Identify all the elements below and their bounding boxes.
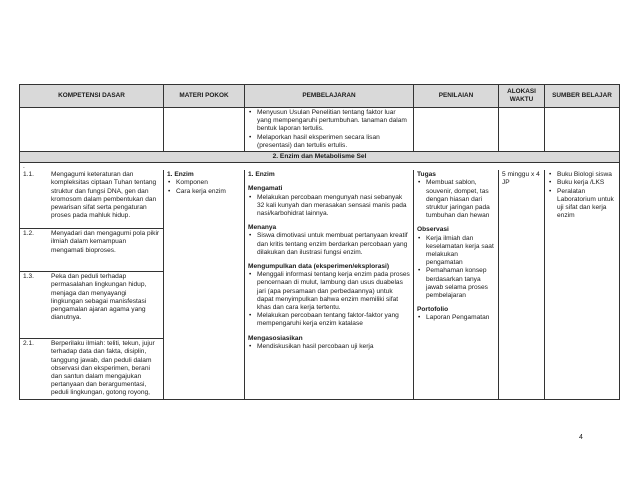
list-item: • Melakukan percobaan tentang faktor-faktor yang mempengaruhi kerja enzim katalase bbox=[248, 312, 410, 328]
materi-title: 1. Enzim bbox=[167, 171, 194, 179]
group-heading: Mengamati bbox=[248, 185, 283, 193]
spacer-row bbox=[20, 163, 620, 171]
group-heading: Mengasosiasikan bbox=[248, 334, 303, 342]
pembelajaran-cell bbox=[245, 170, 414, 399]
list-item: • Menggali informasi tentang kerja enzim pada proses pencernaan di mulut, lambung dan usus duabelas jari (apa persamaan dan perbedaannya) untuk dapat menyimpulkan bahwa enzim memiliki sifat khas dan cara kerja tertentu. bbox=[248, 271, 410, 312]
kd-number: 1.1. bbox=[23, 171, 34, 179]
cell-empty bbox=[499, 108, 545, 152]
cell-empty bbox=[414, 108, 499, 152]
list-item: • Buku kerja /LKS bbox=[548, 179, 616, 187]
list-item: • Melakukan percobaan mengunyah nasi sebanyak 32 kali kunyah dan merasakan sensasi manis pada nasi/karbohidrat lainnya. bbox=[248, 194, 410, 219]
kd-number: 2.1. bbox=[23, 340, 34, 348]
group-heading: Menanya bbox=[248, 224, 277, 232]
list-item: • Mendiskusikan hasil percobaan uji kerja bbox=[248, 343, 410, 351]
pembelajaran-title: 1. Enzim bbox=[248, 171, 275, 179]
group-heading: Mengumpulkan data (eksperimen/eksplorasi) bbox=[248, 263, 390, 271]
sumber-cell bbox=[545, 170, 620, 399]
kd-number: 1.3. bbox=[23, 273, 34, 281]
penilaian-cell bbox=[414, 170, 499, 399]
list-item: • Pemahaman konsep berdasarkan tanya jawab selama proses pembelajaran bbox=[417, 267, 495, 300]
group-heading: Tugas bbox=[417, 171, 436, 179]
header-sumber-belajar: SUMBER BELAJAR bbox=[545, 85, 620, 108]
list-item: • Cara kerja enzim bbox=[167, 188, 241, 196]
kd-text: Berperilaku ilmiah: teliti, tekun, jujur terhadap data dan fakta, disiplin, tanggung jawab, dan peduli dalam observasi dan eksperimen, berani dan santun dalam mengajukan pertanyaan dan berargumentasi, peduli lingkungan, gotong royong, bbox=[51, 340, 155, 397]
section-row bbox=[20, 152, 620, 163]
section-title: 2. Enzim dan Metabolisme Sel bbox=[20, 152, 620, 163]
header-row bbox=[20, 85, 620, 108]
list-item: • Kerja ilmiah dan keselamatan kerja saat melakukan pengamatan bbox=[417, 235, 495, 268]
cell-empty bbox=[164, 108, 245, 152]
list-item: • Menyusun Usulan Penelitian tentang faktor luar yang mempengaruhi pertumbuhan. tanaman dalam bentuk laporan tertulis. bbox=[248, 109, 410, 134]
kd-text: Peka dan peduli terhadap permasalahan lingkungan hidup, menjaga dan menyayangi lingkungan sebagai manisfestasi pengamalan ajaran agama yang dianutnya. bbox=[51, 273, 147, 322]
kd-cell bbox=[20, 229, 164, 272]
kd-number: 1.2. bbox=[23, 230, 34, 238]
cell-empty bbox=[20, 108, 164, 152]
header-alokasi-waktu: ALOKASI WAKTU bbox=[499, 85, 545, 108]
kd-cell bbox=[20, 272, 164, 339]
kd-cell bbox=[20, 339, 164, 399]
list-item: • Siswa dimotivasi untuk membuat pertanyaan kreatif dan kritis tentang enzim berdarkan percobaan yang dilakukan dan ilustrasi fungsi enzim. bbox=[248, 232, 410, 257]
list-item: • Melaporkan hasil eksperimen secara lisan (presentasi) dan tertulis ertulis. bbox=[248, 134, 410, 150]
list-item: • Laporan Pengamatan bbox=[417, 314, 495, 322]
header-materi-pokok: MATERI POKOK bbox=[164, 85, 245, 108]
header-kompetensi-dasar: KOMPETENSI DASAR bbox=[20, 85, 164, 108]
header-penilaian: PENILAIAN bbox=[414, 85, 499, 108]
rpp-table bbox=[19, 84, 620, 400]
group-heading: Portofolio bbox=[417, 306, 449, 314]
continuation-row bbox=[20, 108, 620, 152]
kd-text: Menyadari dan mengagumi pola pikir ilmiah dalam kemampuan mengamati bioproses. bbox=[51, 230, 160, 254]
continuation-cell bbox=[245, 108, 414, 152]
list-item: • Komponen bbox=[167, 179, 241, 187]
list-item: • Peralatan Laboratorium untuk uji sifat dan kerja enzim bbox=[548, 188, 616, 221]
page-number: 4 bbox=[579, 434, 583, 441]
header-pembelajaran: PEMBELAJARAN bbox=[245, 85, 414, 108]
kd-row-1 bbox=[20, 170, 620, 229]
alokasi-cell: 5 minggu x 4 JP bbox=[499, 170, 545, 399]
group-heading: Observasi bbox=[417, 226, 449, 234]
materi-cell bbox=[164, 170, 245, 399]
kd-cell bbox=[20, 170, 164, 229]
kd-text: Mengagumi keteraturan dan kompleksitas ciptaan Tuhan tentang struktur dan fungsi DNA, gen dan kromosom dalam pembentukan dan pewarisan sifat serta pengaturan proses pada mahluk hidup. bbox=[51, 171, 157, 220]
cell-empty bbox=[545, 108, 620, 152]
list-item: • Buku Biologi siswa bbox=[548, 171, 616, 179]
list-item: • Membuat sablon, souvenir, dompet, tas dengan hiasan dari struktur jaringan pada tumbuhan dan hewan bbox=[417, 179, 495, 220]
spacer-cell: . bbox=[20, 163, 620, 171]
